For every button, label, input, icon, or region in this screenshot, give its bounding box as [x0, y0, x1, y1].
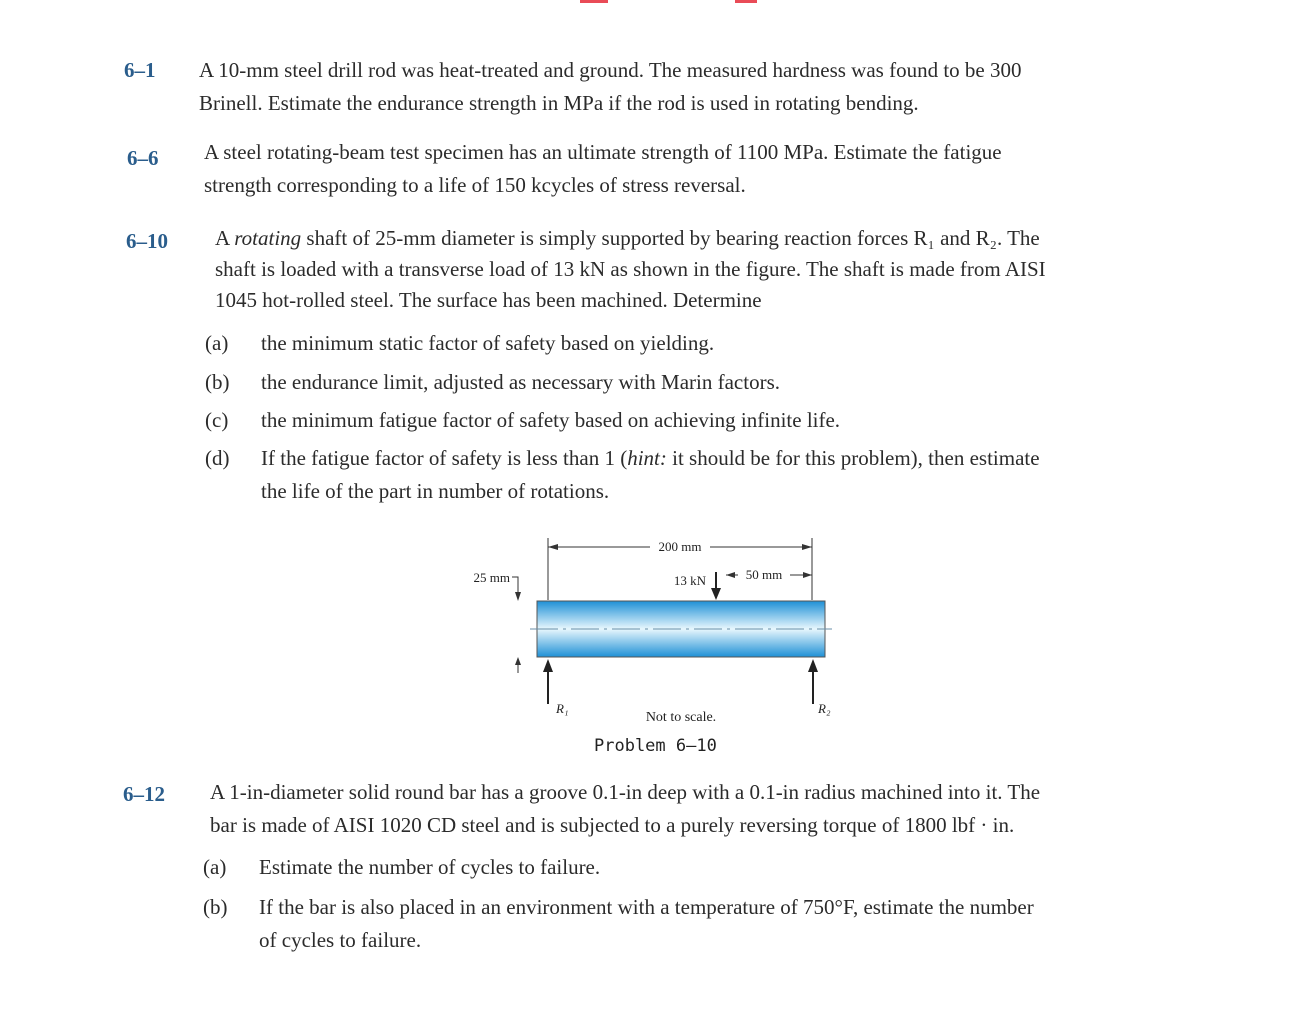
problem-text [210, 776, 1290, 842]
problem-text [215, 223, 1275, 316]
subquestion-label: (a) [203, 855, 227, 879]
text-line: shaft is loaded with a transverse load of 13 kN as shown in the figure. The shaft is made from AISI [215, 257, 1046, 281]
dimension-arrowhead [802, 544, 812, 550]
subquestion-text: the minimum fatigue factor of safety based on achieving infinite life. [261, 408, 841, 432]
text-line: Brinell. Estimate the endurance strength in MPa if the rod is used in rotating bending. [199, 91, 919, 115]
accent-mark-right [735, 0, 757, 3]
subquestion-text [259, 891, 1179, 957]
subquestion-text: Estimate the number of cycles to failure. [259, 855, 601, 879]
text-emphasis: rotating [234, 226, 302, 250]
text-fragment: If the fatigue factor of safety is less than 1 ( [261, 446, 628, 470]
subquestion-label: (a) [205, 331, 229, 355]
text-fragment: If the bar is also placed in an environment with a temperature of 750°F, estimate the number [259, 895, 1034, 919]
text-emphasis: hint: [627, 446, 667, 470]
text-fragment: A [215, 226, 235, 250]
dimension-arrowhead [726, 572, 735, 578]
dimension-leader [512, 577, 518, 598]
text-line: A 10-mm steel drill rod was heat-treated and ground. The measured hardness was found to be 300 [199, 58, 1022, 82]
reaction-label-left: R₁ [556, 701, 569, 716]
text-fragment: of cycles to failure. [259, 928, 422, 952]
text-line: 1045 hot-rolled steel. The surface has been machined. Determine [215, 288, 762, 312]
text-line: A steel rotating-beam test specimen has an ultimate strength of 1100 MPa. Estimate the fatigue [204, 140, 1002, 164]
reaction-arrowhead [808, 659, 818, 672]
subquestion-label: (c) [205, 408, 229, 432]
text-line: bar is made of AISI 1020 CD steel and is subjected to a purely reversing torque of 1800 lbf · in. [210, 813, 1015, 837]
subquestion-text: the endurance limit, adjusted as necessary with Marin factors. [261, 370, 780, 394]
dimension-label-200: 200 mm [658, 539, 702, 554]
figure-caption: Problem 6–10 [594, 736, 717, 756]
text-fragment: shaft of 25-mm diameter is simply supported by bearing reaction forces R₁ and R₂. The [301, 226, 1040, 250]
text-fragment: it should be for this problem), then estimate [666, 446, 1040, 470]
problem-number: 6–10 [126, 229, 168, 253]
problem-number: 6–6 [127, 146, 159, 170]
text-line [215, 223, 1275, 254]
load-label: 13 kN [673, 573, 706, 588]
dimension-arrowhead [515, 657, 521, 665]
problem-number: 6–1 [124, 58, 156, 82]
text-line: A 1-in-diameter solid round bar has a groove 0.1-in deep with a 0.1-in radius machined into it. The [210, 780, 1041, 804]
subquestion-label: (b) [205, 370, 230, 394]
dimension-arrowhead [515, 592, 521, 601]
reaction-label-right: R₂ [818, 701, 831, 716]
dimension-arrowhead [548, 544, 558, 550]
subquestion-text: the minimum static factor of safety based on yielding. [261, 331, 715, 355]
reaction-arrowhead [543, 659, 553, 672]
scale-note: Not to scale. [645, 710, 717, 725]
text-line: strength corresponding to a life of 150 kcycles of stress reversal. [204, 173, 746, 197]
dimension-arrowhead [803, 572, 812, 578]
subquestion-text [261, 442, 1181, 508]
load-arrowhead [711, 588, 721, 600]
dimension-label-50: 50 mm [745, 567, 783, 582]
subquestion-label: (b) [203, 895, 228, 919]
text-fragment: the life of the part in number of rotations. [261, 479, 610, 503]
accent-mark-left [580, 0, 608, 3]
subquestion-label: (d) [205, 446, 230, 470]
dimension-label-25: 25 mm [473, 570, 510, 585]
problem-number: 6–12 [123, 782, 165, 806]
problem-text [204, 136, 1264, 202]
shaft-body [537, 601, 825, 657]
problem-text [199, 54, 1259, 120]
